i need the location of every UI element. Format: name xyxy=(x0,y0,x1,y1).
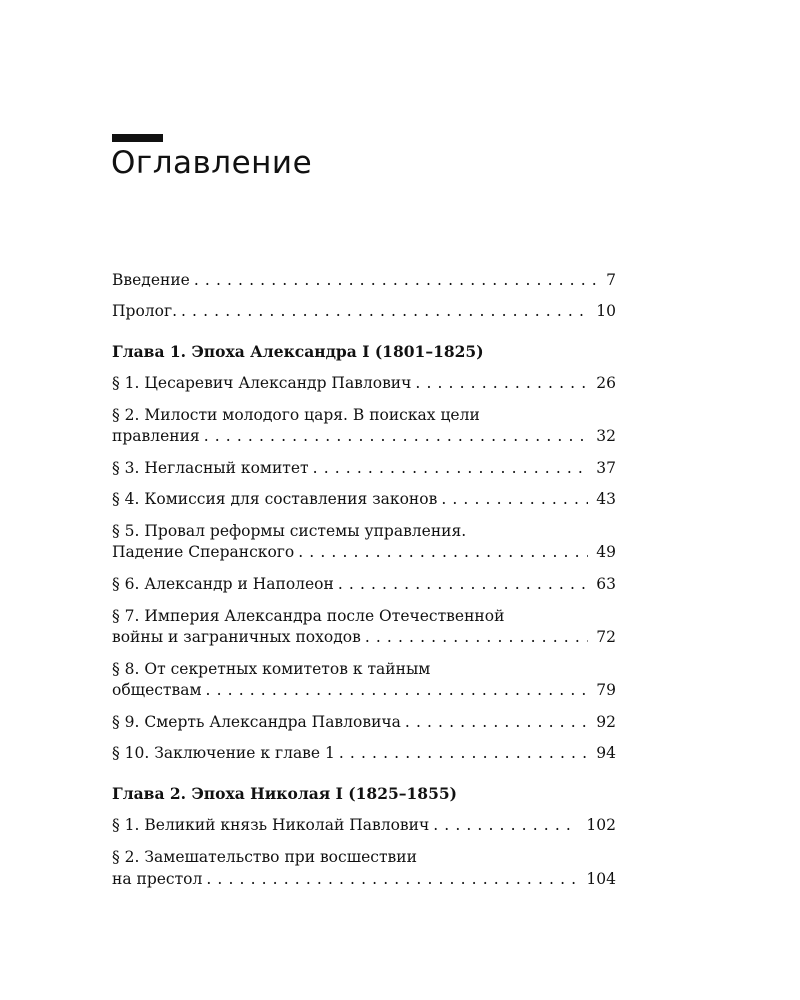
toc-entry-label: § 9. Смерть Александра Павловича xyxy=(112,713,401,731)
toc-entry-label: Пролог. xyxy=(112,302,177,320)
toc-entry-first-line[interactable]: § 8. От секретных комитетов к тайным xyxy=(112,660,431,678)
toc-entry-label: § 4. Комиссия для составления законов xyxy=(112,490,438,508)
toc-entry-page: 32 xyxy=(596,427,616,445)
toc-entry-label: Падение Сперанского xyxy=(112,543,295,561)
dot-leader xyxy=(206,680,589,700)
toc-entry-label: § 3. Негласный комитет xyxy=(112,459,309,477)
toc-entry-page: 26 xyxy=(596,374,616,392)
dot-leader xyxy=(194,270,598,290)
dot-leader xyxy=(181,301,588,321)
toc-entry-first-line[interactable]: § 2. Милости молодого царя. В поисках цели xyxy=(112,406,480,424)
toc-entry-label: § 10. Заключение к главе 1 xyxy=(112,744,335,762)
toc-section-entry[interactable] xyxy=(112,815,616,835)
toc-chapter-heading[interactable]: Глава 1. Эпоха Александра I (1801–1825) xyxy=(112,342,484,361)
toc-section-entry[interactable] xyxy=(112,743,616,763)
dot-leader xyxy=(365,627,588,647)
toc-entry-page: 63 xyxy=(596,575,616,593)
toc-entry-first-line[interactable]: § 7. Империя Александра после Отечественной xyxy=(112,607,505,625)
toc-entry-prologue[interactable] xyxy=(112,301,616,321)
toc-entry-label: правления xyxy=(112,427,200,445)
dot-leader xyxy=(204,426,589,446)
toc-entry-label: § 1. Великий князь Николай Павлович xyxy=(112,816,430,834)
dot-leader xyxy=(441,489,588,509)
toc-section-entry[interactable] xyxy=(112,712,616,732)
toc-entry-page: 79 xyxy=(596,681,616,699)
toc-entry-label: на престол xyxy=(112,870,203,888)
toc-entry-page: 104 xyxy=(586,870,616,888)
dot-leader xyxy=(206,869,578,889)
toc-entry-first-line[interactable]: § 5. Провал реформы системы управления. xyxy=(112,522,467,540)
toc-entry-label: обществам xyxy=(112,681,202,699)
dot-leader xyxy=(433,815,578,835)
toc-entry-page: 92 xyxy=(596,713,616,731)
dot-leader xyxy=(313,458,589,478)
dot-leader xyxy=(415,373,588,393)
toc-entry-label: Введение xyxy=(112,271,190,289)
table-of-contents xyxy=(112,0,616,1000)
toc-entry-page: 7 xyxy=(606,271,616,289)
toc-entry-page: 72 xyxy=(596,628,616,646)
toc-chapter-heading[interactable]: Глава 2. Эпоха Николая I (1825–1855) xyxy=(112,784,457,803)
toc-entry-label: войны и заграничных походов xyxy=(112,628,361,646)
toc-section-entry[interactable] xyxy=(112,680,616,700)
toc-entry-intro[interactable] xyxy=(112,270,616,290)
dot-leader xyxy=(339,743,588,763)
toc-entry-page: 37 xyxy=(596,459,616,477)
toc-section-entry[interactable] xyxy=(112,574,616,594)
toc-section-entry[interactable] xyxy=(112,869,616,889)
toc-section-entry[interactable] xyxy=(112,458,616,478)
toc-entry-page: 10 xyxy=(596,302,616,320)
toc-entry-label: § 6. Александр и Наполеон xyxy=(112,575,334,593)
toc-entry-page: 102 xyxy=(586,816,616,834)
page-title: Оглавление xyxy=(111,145,313,181)
toc-section-entry[interactable] xyxy=(112,489,616,509)
toc-section-entry[interactable] xyxy=(112,627,616,647)
toc-entry-label: § 1. Цесаревич Александр Павлович xyxy=(112,374,412,392)
toc-section-entry[interactable] xyxy=(112,542,616,562)
toc-entry-first-line[interactable]: § 2. Замешательство при восшествии xyxy=(112,848,417,866)
dot-leader xyxy=(405,712,588,732)
dot-leader xyxy=(338,574,588,594)
toc-section-entry[interactable] xyxy=(112,426,616,446)
dot-leader xyxy=(298,542,588,562)
toc-entry-page: 49 xyxy=(596,543,616,561)
toc-section-entry[interactable] xyxy=(112,373,616,393)
toc-entry-page: 43 xyxy=(596,490,616,508)
toc-entry-page: 94 xyxy=(596,744,616,762)
